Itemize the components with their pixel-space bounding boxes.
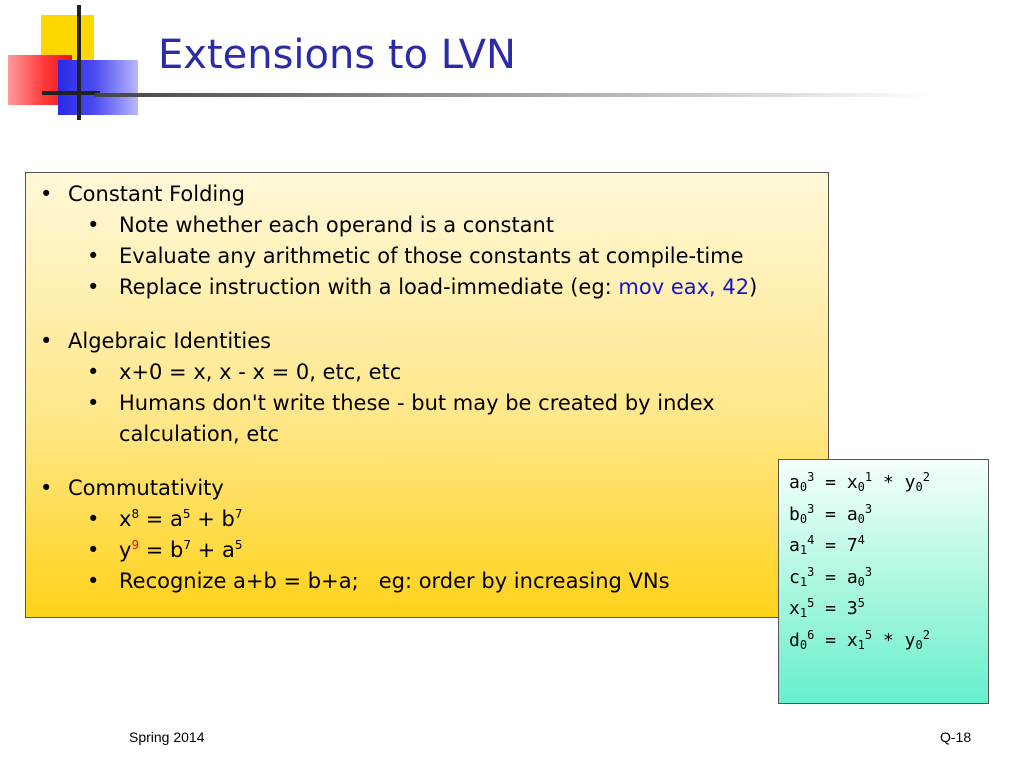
- sub-bullet-equation-y: • $y^9 = b^7 + a^5$: [87, 538, 243, 562]
- sub-bullet: • Replace instruction with a load-immediate (eg: mov eax, 42): [87, 275, 758, 299]
- code-line: $a_1^4 = 7^4$: [789, 533, 865, 557]
- sub-bullet: • Note whether each operand is a constant: [87, 213, 555, 237]
- sub-bullet: • Recognize a+b = b+a; eg: order by increasing VNs: [87, 569, 670, 593]
- code-line: $b_0^3 = a_0^3$: [789, 501, 873, 526]
- code-line: $d_0^6 = x_1^5 * y_0^2$: [789, 627, 930, 652]
- title-underline: [95, 93, 930, 97]
- bullet-marker: •: [87, 391, 100, 415]
- slide-title: Extensions to LVN: [158, 32, 516, 78]
- bullet-marker: •: [87, 213, 100, 237]
- sub-bullet-continuation: calculation, etc: [119, 422, 280, 446]
- bullet-marker: •: [40, 476, 53, 500]
- sub-bullet: • Humans don't write these - but may be created by index: [87, 391, 715, 415]
- logo-blue-square: [58, 60, 138, 115]
- bullet-marker: •: [87, 569, 100, 593]
- bullet-marker: •: [40, 182, 53, 206]
- bullet-marker: •: [87, 507, 100, 531]
- highlighted-vn: 9: [131, 538, 140, 552]
- sub-bullet: • Evaluate any arithmetic of those constants at compile-time: [87, 244, 744, 268]
- bullet-marker: •: [87, 244, 100, 268]
- bullet-marker: •: [87, 538, 100, 562]
- bullet-commutativity: • Commutativity: [40, 476, 224, 500]
- sub-bullet-equation-x: • $x^8 = a^5 + b^7$: [87, 507, 243, 531]
- sub-bullet: • x+0 = x, x - x = 0, etc, etc: [87, 360, 402, 384]
- slide-logo: [0, 0, 140, 125]
- code-example: mov eax, 42: [618, 275, 750, 299]
- bullet-marker: •: [87, 360, 100, 384]
- logo-horizontal-line: [42, 91, 100, 95]
- footer-page-number: Q-18: [940, 729, 972, 745]
- bullet-marker: •: [87, 275, 100, 299]
- code-line: $a_0^3 = x_0^1 * y_0^2$: [789, 470, 930, 494]
- code-line: $c_1^3 = a_0^3$: [789, 564, 873, 589]
- logo-vertical-line: [77, 5, 81, 120]
- bullet-marker: •: [40, 329, 53, 353]
- code-line: $x_1^5 = 3^5$: [789, 596, 865, 620]
- bullet-constant-folding: • Constant Folding: [40, 182, 245, 206]
- bullet-algebraic-identities: • Algebraic Identities: [40, 329, 272, 353]
- footer-date: Spring 2014: [129, 729, 205, 745]
